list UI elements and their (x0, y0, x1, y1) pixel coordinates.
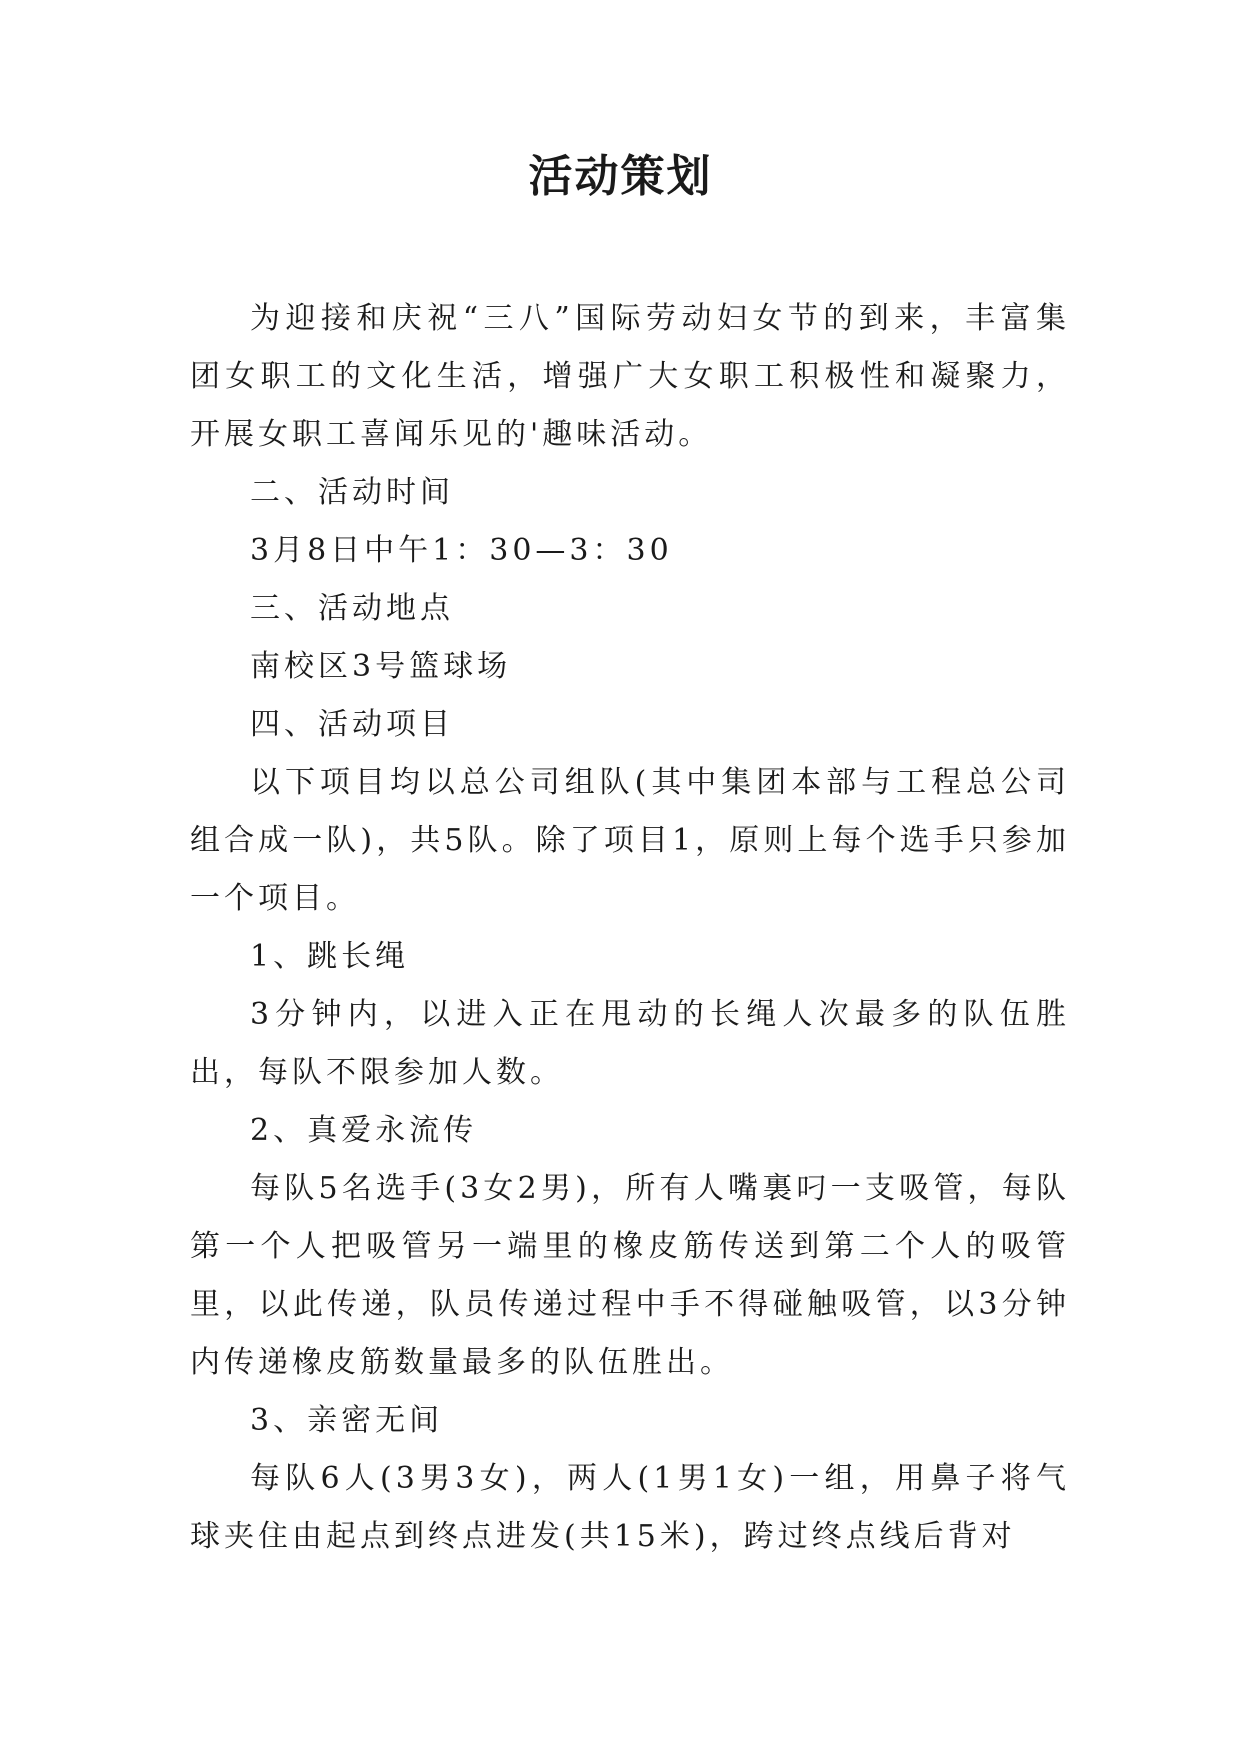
section-heading-time: 二、活动时间 (250, 475, 454, 510)
event-1-description: 3分钟内，以进入正在甩动的长绳人次最多的队伍胜出，每队不限参加人数。 (190, 997, 1070, 1090)
section-heading-location: 三、活动地点 (250, 591, 454, 626)
document-body (190, 290, 1070, 1566)
time-paragraph: 3月8日中午1：30—3：30 (250, 533, 673, 568)
section-heading-events: 四、活动项目 (250, 707, 454, 742)
location-paragraph: 南校区3号篮球场 (250, 649, 512, 684)
event-2-description: 每队5名选手(3女2男)，所有人嘴裏叼一支吸管，每队第一个人把吸管另一端里的橡皮筋传送到第二个人的吸管里，以此传递，队员传递过程中手不得碰触吸管，以3分钟内传递橡皮筋数量最多的队伍胜出。 (190, 1171, 1070, 1380)
document-title: 活动策划 (528, 151, 713, 202)
event-1-heading: 1、跳长绳 (250, 939, 410, 974)
intro-paragraph: 为迎接和庆祝“三八”国际劳动妇女节的到来，丰富集团女职工的文化生活，增强广大女职工积极性和凝聚力，开展女职工喜闻乐见的'趣味活动。 (190, 301, 1070, 452)
event-2-heading: 2、真爱永流传 (250, 1113, 478, 1148)
event-3-heading: 3、亲密无间 (250, 1403, 444, 1438)
event-3-description: 每队6人(3男3女)，两人(1男1女)一组，用鼻子将气球夹住由起点到终点进发(共15米)，跨过终点线后背对 (190, 1461, 1070, 1554)
events-intro-paragraph: 以下项目均以总公司组队(其中集团本部与工程总公司组合成一队)，共5队。除了项目1，原则上每个选手只参加一个项目。 (190, 765, 1070, 916)
